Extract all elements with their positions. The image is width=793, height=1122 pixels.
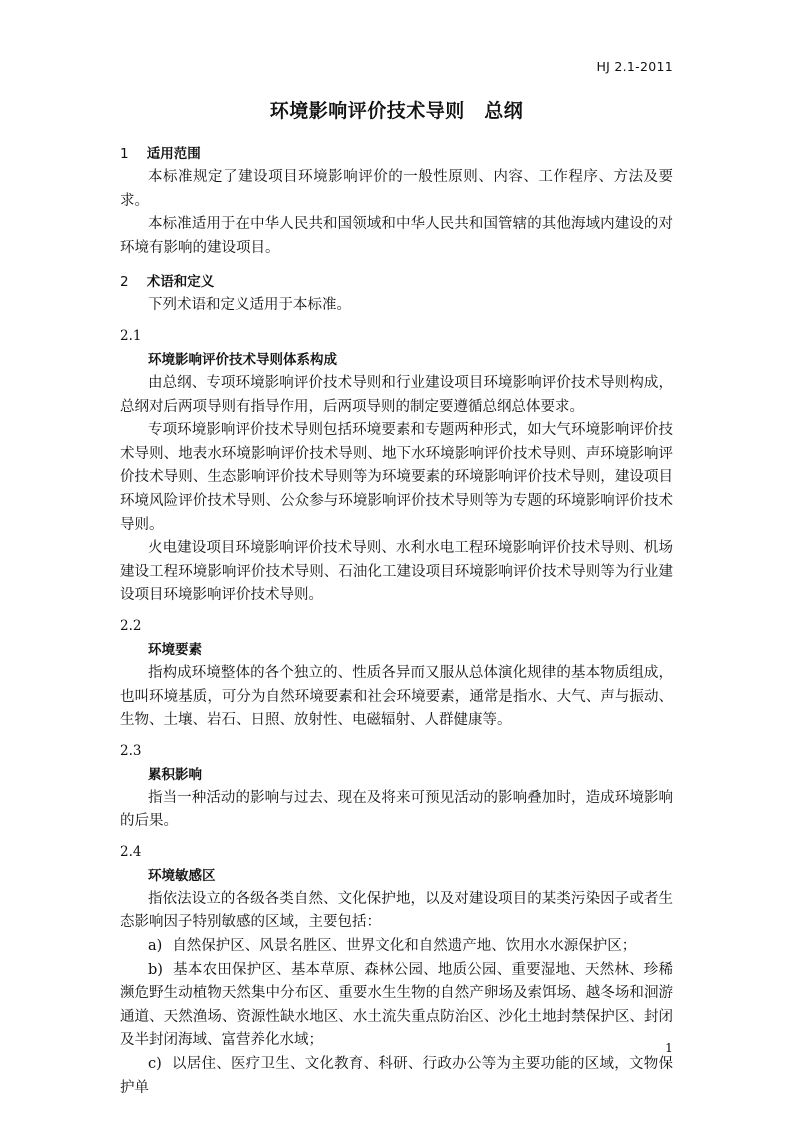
list-item <box>120 1053 673 1100</box>
list-item-label: b) <box>148 961 163 978</box>
term-number: 2.3 <box>120 742 142 759</box>
list-item <box>120 959 673 1053</box>
list-item-label: c) <box>148 1056 162 1073</box>
page-number: 1 <box>665 1040 673 1055</box>
standard-code: HJ 2.1-2011 <box>596 59 673 74</box>
paragraph: 下列术语和定义适用于本标准。 <box>148 297 351 314</box>
list-item-text: 基本农田保护区、基本草原、森林公园、地质公园、重要湿地、天然林、珍稀濒危野生动植物天然集中分布区、重要水生生物的自然产卵场及索饵场、越冬场和洄游通道、天然渔场、资源性缺水地区、水土流失重点防治区、沙化土地封禁保护区、封闭及半封闭海域、富营养化水域； <box>120 961 673 1049</box>
paragraph: 本标准适用于在中华人民共和国领域和中华人民共和国管辖的其他海域内建设的对环境有影响的建设项目。 <box>120 216 673 256</box>
paragraph: 本标准规定了建设项目环境影响评价的一般性原则、内容、工作程序、方法及要求。 <box>120 169 673 209</box>
paragraph: 由总纲、专项环境影响评价技术导则和行业建设项目环境影响评价技术导则构成，总纲对后两项导则有指导作用，后两项导则的制定要遵循总纲总体要求。 <box>120 374 673 415</box>
section-title: 适用范围 <box>146 146 201 162</box>
section-number: 1 <box>120 146 129 162</box>
paragraph: 火电建设项目环境影响评价技术导则、水利水电工程环境影响评价技术导则、机场建设工程环境影响评价技术导则、石油化工建设项目环境影响评价技术导则等为行业建设项目环境影响评价技术导则。 <box>120 540 673 604</box>
section-title: 术语和定义 <box>146 274 215 291</box>
section-1-heading <box>120 142 673 166</box>
section-number: 2 <box>120 274 129 291</box>
term-name: 环境敏感区 <box>148 867 216 884</box>
document-body <box>120 136 673 1100</box>
list-item-text: 自然保护区、风景名胜区、世界文化和自然遗产地、饮用水水源保护区； <box>172 938 637 955</box>
paragraph: 指当一种活动的影响与过去、现在及将来可预见活动的影响叠加时，造成环境影响的后果。 <box>120 789 673 830</box>
list-item-label: a) <box>148 938 163 955</box>
paragraph: 指依法设立的各级各类自然、文化保护地，以及对建设项目的某类污染因子或者生态影响因子特别敏感的区域，主要包括： <box>120 890 673 931</box>
paragraph: 指构成环境整体的各个独立的、性质各异而又服从总体演化规律的基本物质组成，也叫环境基质，可分为自然环境要素和社会环境要素，通常是指水、大气、声与振动、生物、土壤、岩石、日照、放射性、电磁辐射、人群健康等。 <box>120 664 673 729</box>
term-name: 环境影响评价技术导则体系构成 <box>148 351 337 368</box>
paragraph: 专项环境影响评价技术导则包括环境要素和专题两种形式，如大气环境影响评价技术导则、地表水环境影响评价技术导则、地下水环境影响评价技术导则、声环境影响评价技术导则、生态影响评价技术导则等为环境要素的环境影响评价技术导则，建设项目环境风险评价技术导则、公众参与环境影响评价技术导则等为专题的环境影响评价技术导则。 <box>120 422 673 533</box>
term-number: 2.2 <box>120 617 142 634</box>
term-name: 累积影响 <box>148 766 202 783</box>
section-2-heading <box>120 270 673 294</box>
page-title: 环境影响评价技术导则 总纲 <box>269 100 524 122</box>
term-number: 2.1 <box>120 327 142 344</box>
list-item-text: 以居住、医疗卫生、文化教育、科研、行政办公等为主要功能的区域，文物保护单 <box>120 1056 673 1096</box>
term-name: 环境要素 <box>148 641 202 658</box>
list-item <box>120 935 673 959</box>
term-number: 2.4 <box>120 843 142 860</box>
